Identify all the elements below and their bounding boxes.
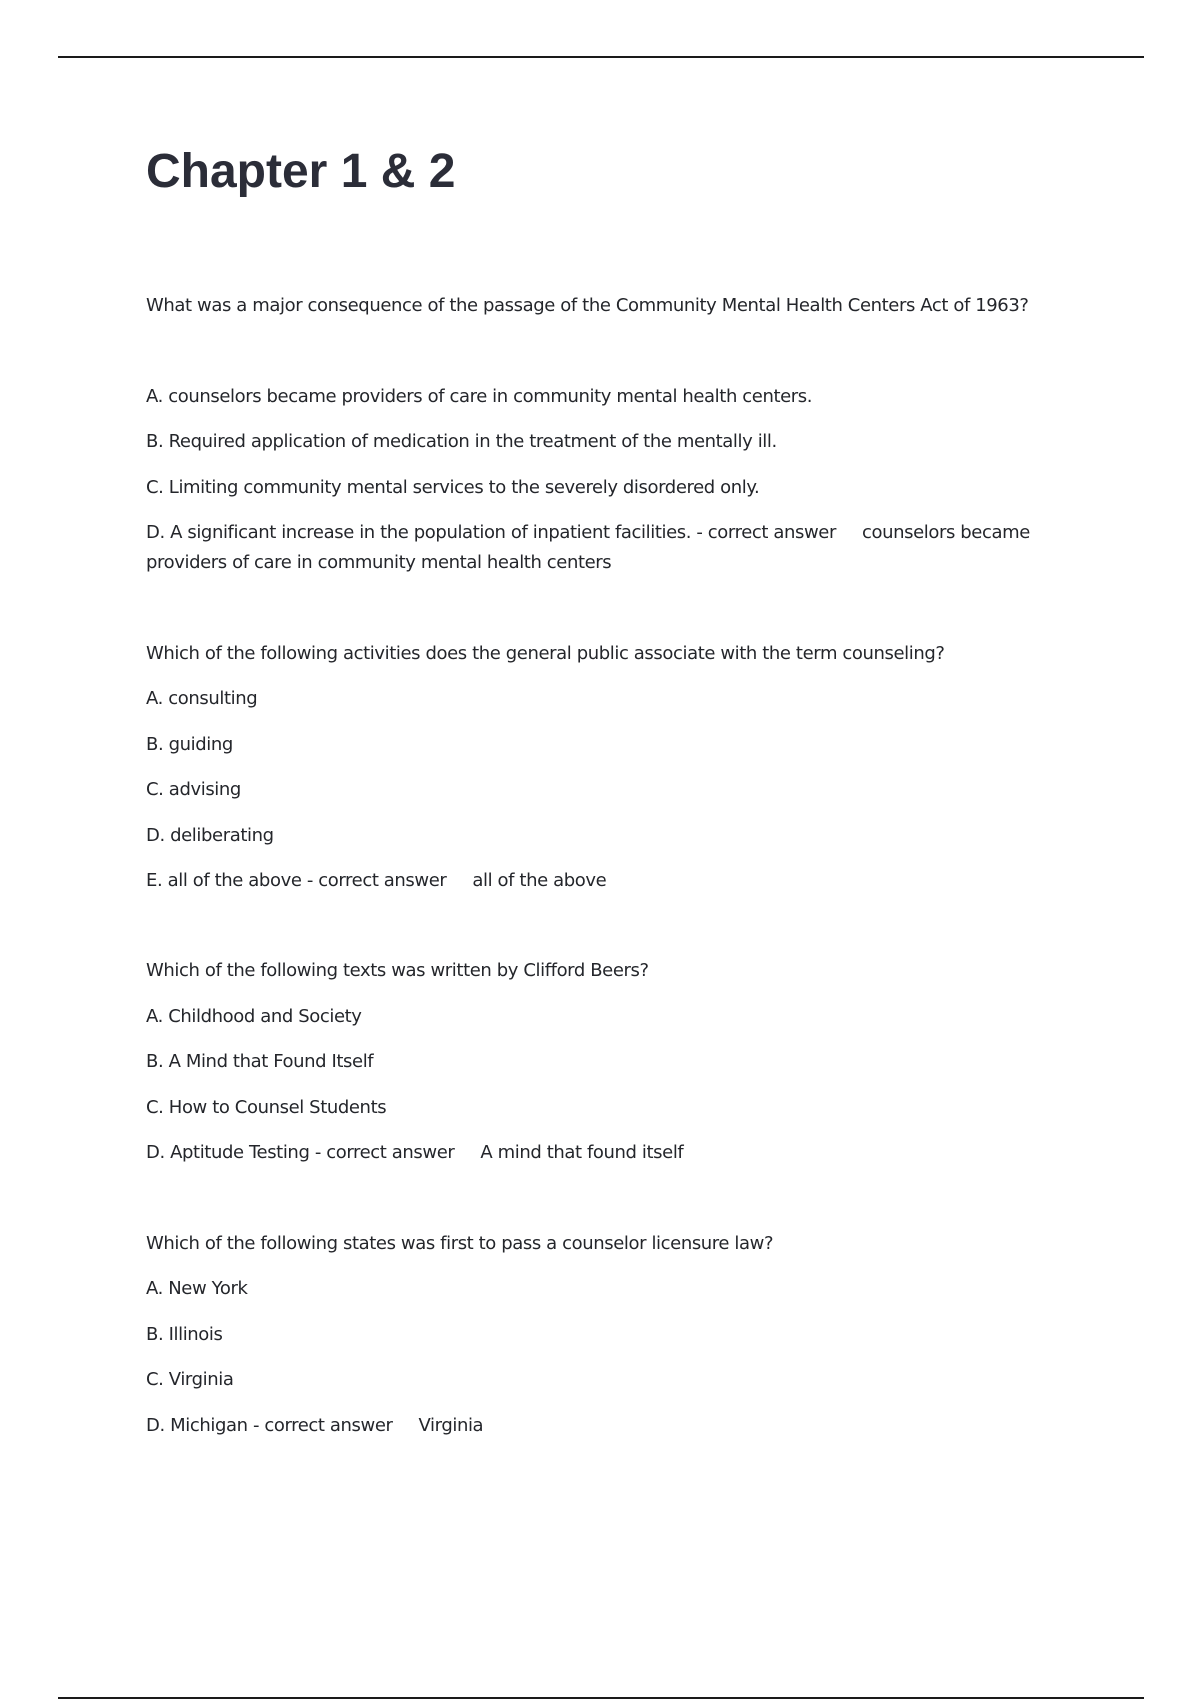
question-2-option-e-text: E. all of the above [146, 870, 302, 891]
question-1-option-b: B. Required application of medication in the treatment of the mentally ill. [146, 431, 777, 452]
question-4-option-c: C. Virginia [146, 1369, 234, 1390]
question-1-text: What was a major consequence of the passage of the Community Mental Health Centers Act of 1963? [146, 295, 1029, 316]
question-4-option-d-text: D. Michigan [146, 1415, 248, 1436]
question-3-text: Which of the following texts was written by Clifford Beers? [146, 960, 649, 981]
question-4-option-a: A. New York [146, 1278, 248, 1299]
question-1-option-c: C. Limiting community mental services to the severely disordered only. [146, 477, 760, 498]
question-3-option-d-text: D. Aptitude Testing [146, 1142, 310, 1163]
question-1-answer-marker: - correct answer [696, 522, 836, 543]
question-2-option-d: D. deliberating [146, 825, 274, 846]
bottom-rule [58, 1697, 1144, 1699]
question-4-option-b: B. Illinois [146, 1324, 223, 1345]
question-4-text: Which of the following states was first to pass a counselor licensure law? [146, 1233, 774, 1254]
question-2-option-b: B. guiding [146, 734, 233, 755]
question-2-option-c: C. advising [146, 779, 241, 800]
question-2-answer-marker: - correct answer [306, 870, 447, 891]
question-1-option-d [146, 518, 1076, 578]
question-3-answer-marker: - correct answer [314, 1142, 455, 1163]
question-1-option-d-text: D. A significant increase in the population of inpatient facilities. [146, 522, 692, 543]
question-2-text: Which of the following activities does the general public associate with the term counseling? [146, 643, 945, 664]
question-3-answer: A mind that found itself [480, 1142, 684, 1163]
question-4-answer-marker: - correct answer [252, 1415, 393, 1436]
page-title: Chapter 1 & 2 [146, 145, 456, 198]
question-3-option-b: B. A Mind that Found Itself [146, 1051, 374, 1072]
top-rule [58, 56, 1144, 58]
question-3-option-c: C. How to Counsel Students [146, 1097, 387, 1118]
question-4-option-d [146, 1411, 483, 1441]
question-1-answer: counselors became providers of care in community mental health centers [146, 522, 1030, 573]
question-1-option-a: A. counselors became providers of care in community mental health centers. [146, 386, 813, 407]
question-4-answer: Virginia [418, 1415, 484, 1436]
question-3-option-a: A. Childhood and Society [146, 1006, 362, 1027]
question-2-option-e [146, 866, 606, 896]
question-2-answer: all of the above [472, 870, 607, 891]
question-2-option-a: A. consulting [146, 688, 258, 709]
question-3-option-d [146, 1138, 683, 1168]
